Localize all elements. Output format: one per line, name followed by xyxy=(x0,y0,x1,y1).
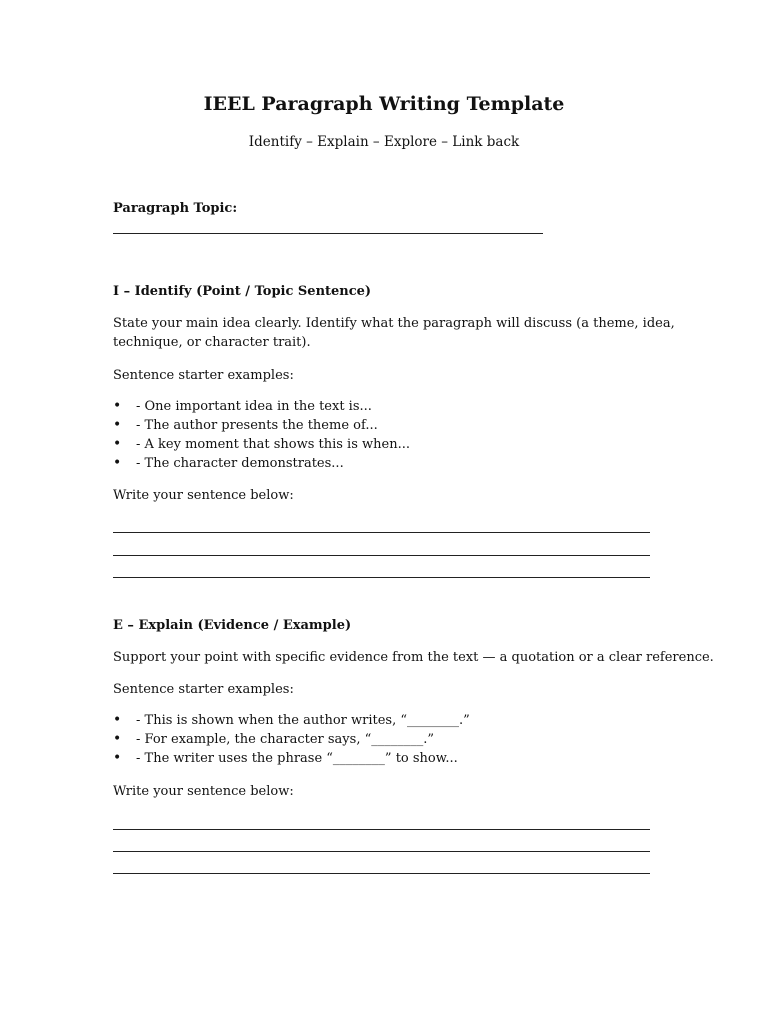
identify-answer-line-2[interactable] xyxy=(113,555,650,556)
identify-answer-line-1[interactable] xyxy=(113,532,650,533)
bullet-icon: • xyxy=(113,712,122,728)
topic-label: Paragraph Topic: xyxy=(113,201,238,216)
starter-text: - This is shown when the author writes, “________.” xyxy=(136,713,470,728)
list-item xyxy=(113,749,470,768)
list-item xyxy=(113,397,410,416)
explain-heading: E – Explain (Evidence / Example) xyxy=(113,618,352,633)
bullet-icon: • xyxy=(113,750,122,766)
starter-text: - A key moment that shows this is when... xyxy=(136,437,410,452)
identify-starters-label: Sentence starter examples: xyxy=(113,368,294,383)
list-item xyxy=(113,416,410,435)
explain-answer-line-2[interactable] xyxy=(113,851,650,852)
bullet-icon: • xyxy=(113,417,122,433)
list-item xyxy=(113,435,410,454)
explain-answer-line-1[interactable] xyxy=(113,829,650,830)
identify-description-line-2: technique, or character trait). xyxy=(113,335,311,350)
identify-answer-line-3[interactable] xyxy=(113,577,650,578)
starter-text: - The character demonstrates... xyxy=(136,456,344,471)
list-item xyxy=(113,454,410,473)
list-item xyxy=(113,730,470,749)
identify-description-line-1: State your main idea clearly. Identify what the paragraph will discuss (a theme, idea, xyxy=(113,316,675,331)
bullet-icon: • xyxy=(113,436,122,452)
starter-text: - For example, the character says, “________.” xyxy=(136,732,435,747)
explain-starters-label: Sentence starter examples: xyxy=(113,682,294,697)
bullet-icon: • xyxy=(113,398,122,414)
identify-starters-list xyxy=(113,397,410,473)
document-subtitle: Identify – Explain – Explore – Link back xyxy=(248,134,520,150)
explain-starters-list xyxy=(113,711,470,768)
starter-text: - One important idea in the text is... xyxy=(136,399,372,414)
identify-heading: I – Identify (Point / Topic Sentence) xyxy=(113,284,372,299)
document-title: IEEL Paragraph Writing Template xyxy=(203,93,565,115)
starter-text: - The writer uses the phrase “________” to show... xyxy=(136,751,458,766)
explain-description: Support your point with specific evidence from the text — a quotation or a clear reference. xyxy=(113,650,714,665)
explain-write-label: Write your sentence below: xyxy=(113,784,294,799)
explain-answer-line-3[interactable] xyxy=(113,873,650,874)
bullet-icon: • xyxy=(113,455,122,471)
starter-text: - The author presents the theme of... xyxy=(136,418,378,433)
topic-answer-line[interactable] xyxy=(113,233,543,234)
list-item xyxy=(113,711,470,730)
identify-write-label: Write your sentence below: xyxy=(113,488,294,503)
bullet-icon: • xyxy=(113,731,122,747)
